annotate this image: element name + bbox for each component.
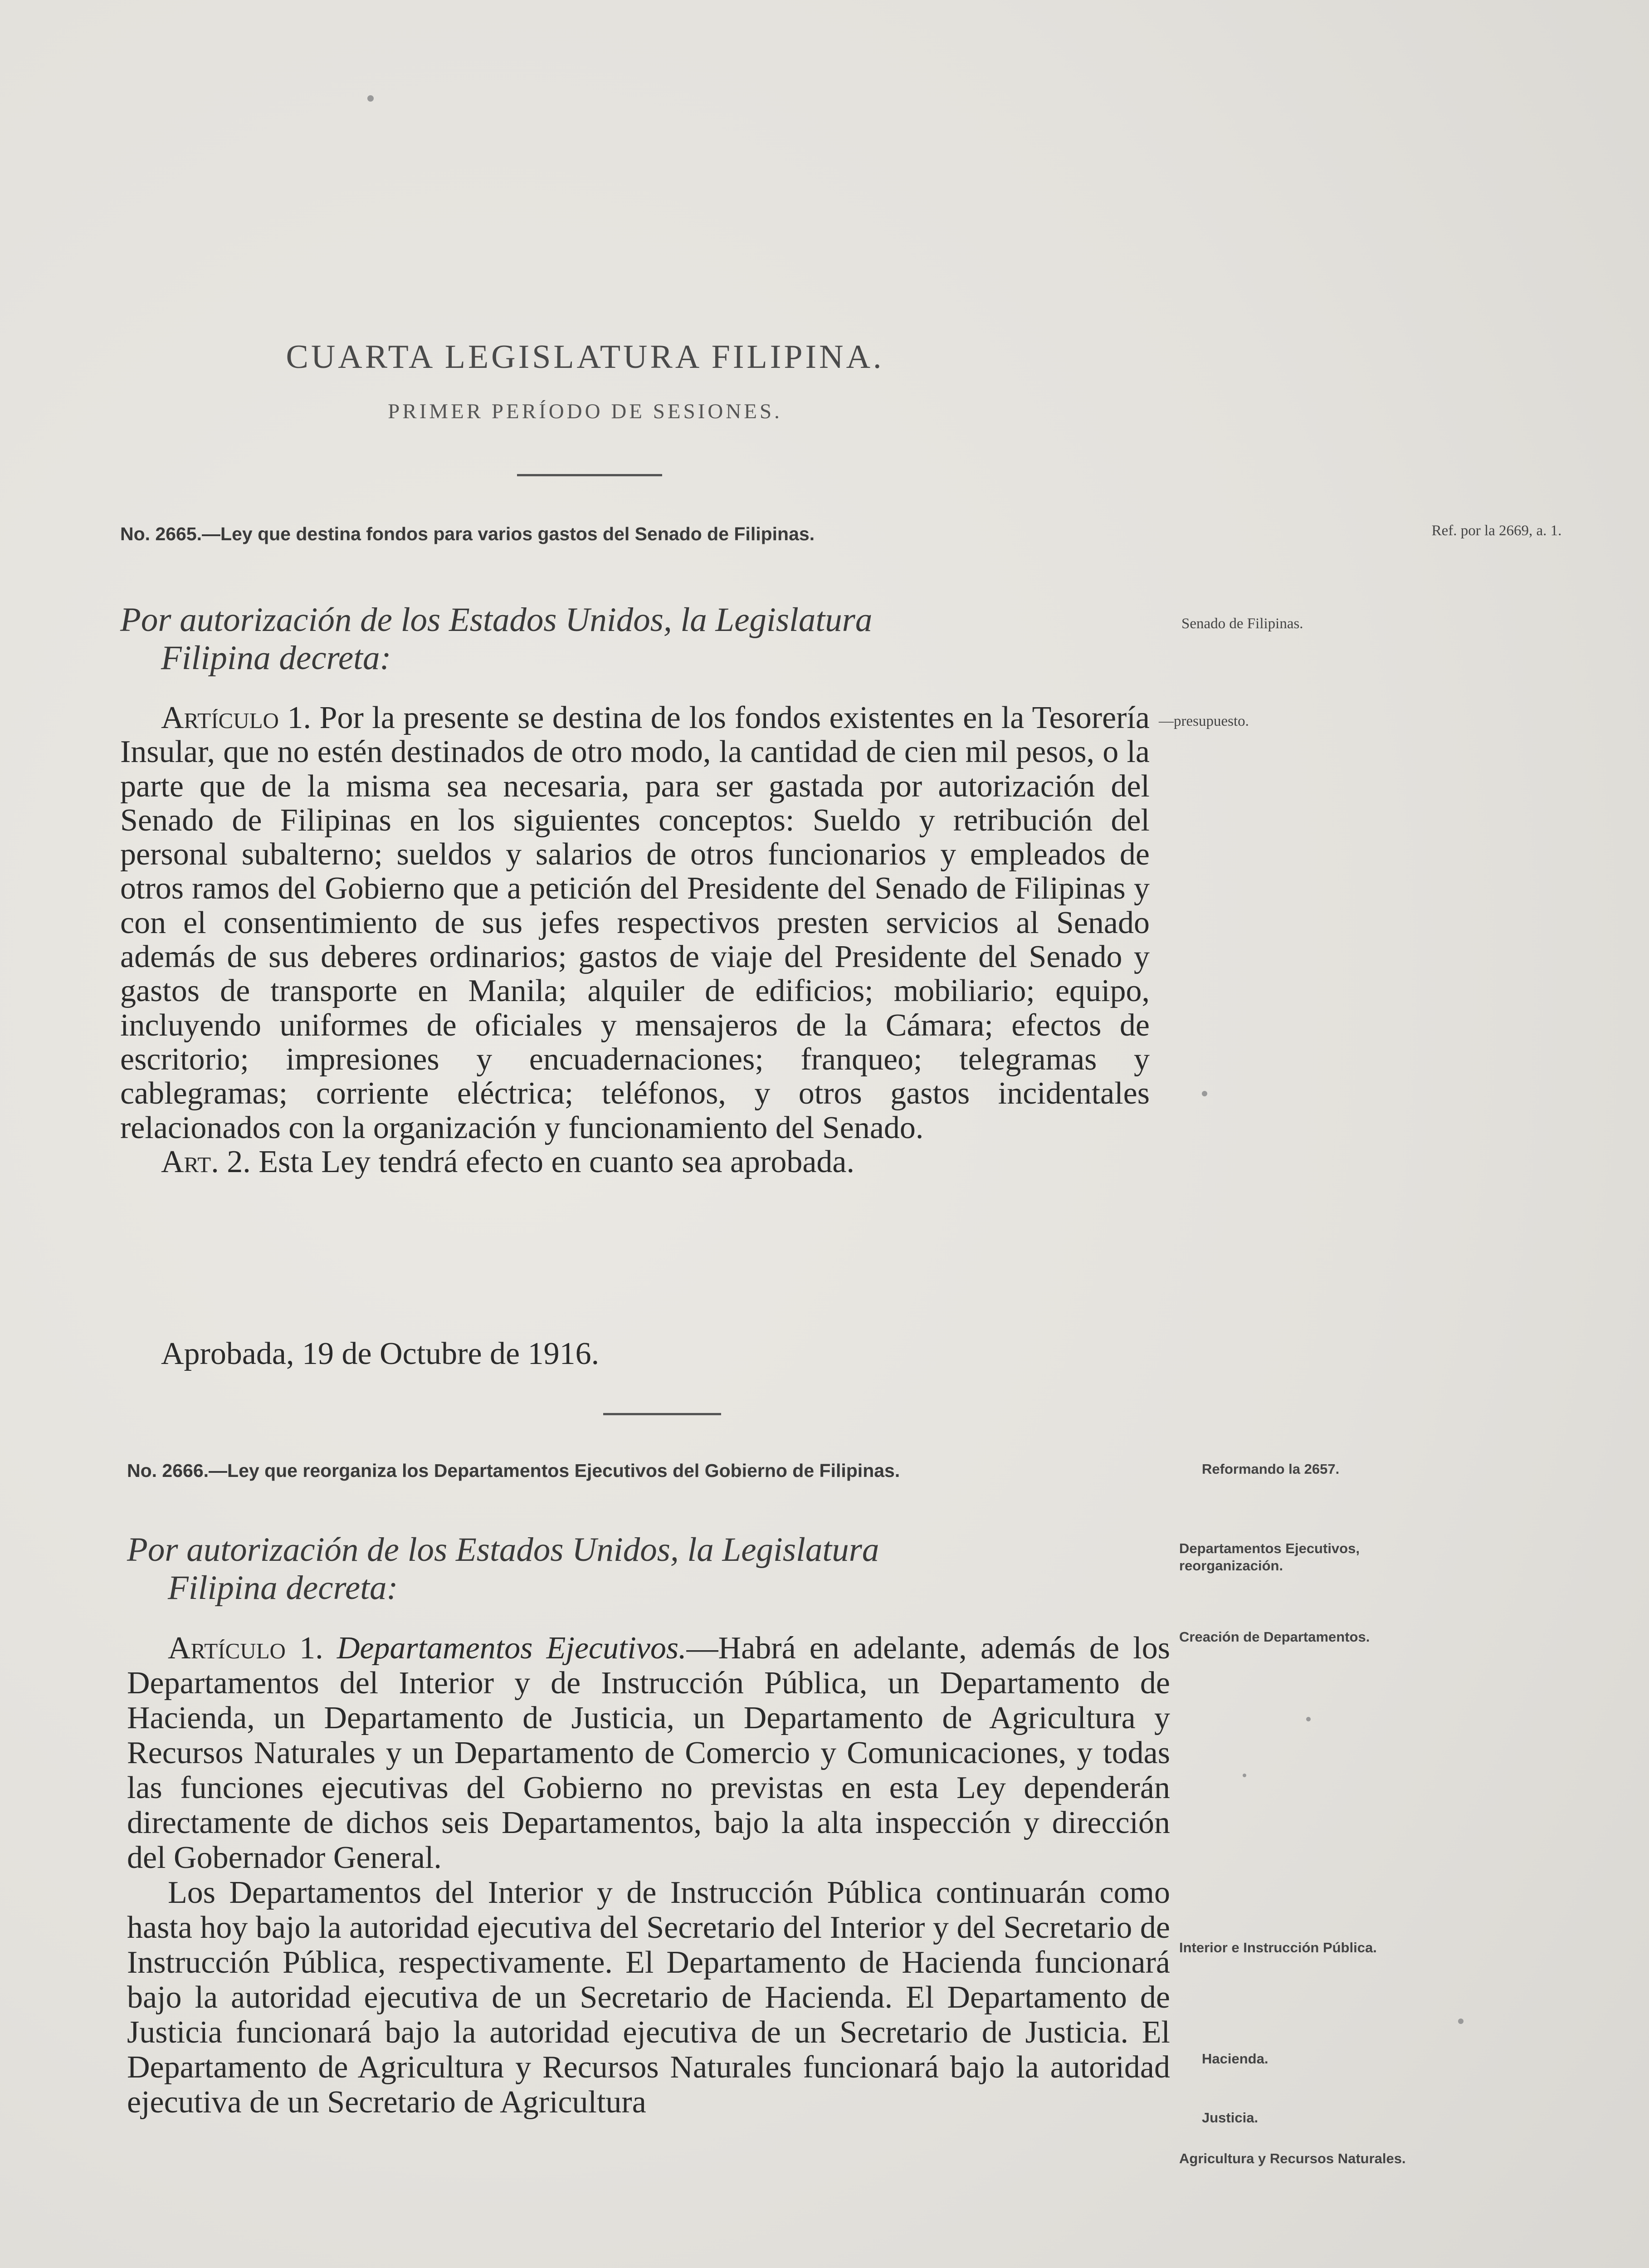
act-2666-heading [127, 1458, 1170, 1483]
act-2665-heading [120, 522, 1150, 546]
article-label: Artículo 1. [161, 700, 311, 735]
article-label: Art. 2. [161, 1144, 251, 1179]
article-1 [120, 701, 1150, 1145]
approval-date: Aprobada, 19 de Octubre de 1916. [161, 1336, 600, 1371]
margin-note-justicia: Justicia. [1202, 2110, 1259, 2126]
margin-note-presupuesto: —presupuesto. [1159, 713, 1249, 729]
article-text: —Habrá en adelante, además de los Departamentos del Interior y de Instrucción Pública, un Departamento de Hacienda, un Departamento de Justicia, un Departamento de Agricultura y Recursos Naturales y un Departamento de Comercio y Comunicaciones, y todas las funciones ejecutivas del Gobierno no previstas en esta Ley dependerán directamente de dichos seis Departamentos, bajo la alta inspección y dirección del Gobernador General. [127, 1631, 1170, 1875]
margin-note-agricultura: Agricultura y Recursos Naturales. [1179, 2151, 1406, 2166]
scan-speck [1202, 1091, 1207, 1096]
scan-speck [1243, 1774, 1246, 1777]
scan-speck [1458, 2019, 1464, 2024]
paragraph-2: Los Departamentos del Interior y de Instrucción Pública continuarán como hasta hoy bajo la autoridad ejecutiva del Secretario del Interior y del Secretario de Instrucción Pública, respectivamente. El Departamento de Hacienda funcionará bajo la autoridad ejecutiva de un Secretario de Hacienda. El Departamento de Justicia funcionará bajo la autoridad ejecutiva de un Secretario de Justicia. El Departamento de Agricultura y Recursos Naturales funcionará bajo la autoridad ejecutiva de un Secretario de Agricultura [127, 1875, 1170, 2120]
enacting-line-2: Filipina decreta: [161, 639, 391, 677]
enacting-clause [127, 1531, 1170, 1607]
margin-note-departamentos: Departamentos Ejecutivos, reorganización. [1179, 1540, 1360, 1574]
act-title: —Ley que reorganiza los Departamentos Ejecutivos del Gobierno de Filipinas. [209, 1460, 900, 1481]
act-number: No. 2665. [120, 523, 202, 544]
scan-speck [1306, 1717, 1311, 1721]
legislature-title: CUARTA LEGISLATURA FILIPINA. [286, 338, 884, 376]
session-subtitle: PRIMER PERÍODO DE SESIONES. [388, 400, 782, 423]
margin-note-ref: Ref. por la 2669, a. 1. [1431, 523, 1562, 539]
margin-note-senado: Senado de Filipinas. [1181, 616, 1303, 632]
section-divider [517, 474, 662, 476]
enacting-line-2: Filipina decreta: [168, 1569, 398, 1607]
act-2666-body [127, 1631, 1170, 2120]
article-2 [120, 1145, 1150, 1179]
margin-note-hacienda: Hacienda. [1202, 2051, 1268, 2067]
section-divider [603, 1413, 721, 1415]
enacting-line-1: Por autorización de los Estados Unidos, la Legislatura [127, 1531, 879, 1569]
act-title: —Ley que destina fondos para varios gastos del Senado de Filipinas. [202, 523, 815, 544]
article-label: Artículo 1. [168, 1631, 323, 1666]
act-2665-body [120, 701, 1150, 1179]
article-heading: Departamentos Ejecutivos. [337, 1631, 687, 1666]
margin-note-creacion: Creación de Departamentos. [1179, 1629, 1370, 1645]
article-text: Por la presente se destina de los fondos existentes en la Tesorería Insular, que no estén destinados de otro modo, la cantidad de cien mil pesos, o la parte que de la misma sea necesaria, para ser gastada por autorización del Senado de Filipinas en los siguientes conceptos: Sueldo y retribución del personal subalterno; sueldos y salarios de otros funcionarios y empleados de otros ramos del Gobierno que a petición del Presidente del Senado de Filipinas y con el consentimiento de sus jefes respectivos presten servicios al Senado además de sus deberes ordinarios; gastos de viaje del Presidente del Senado y gastos de transporte en Manila; alquiler de edificios; mobiliario; equipo, incluyendo uniformes de oficiales y mensajeros de la Cámara; efectos de escritorio; impresiones y encuadernaciones; franqueo; telegramas y cablegramas; corriente eléctrica; teléfonos, y otros gastos incidentales relacionados con la organización y funcionamiento del Senado. [120, 700, 1150, 1145]
act-number: No. 2666. [127, 1460, 209, 1481]
margin-note-reformando: Reformando la 2657. [1202, 1461, 1340, 1477]
enacting-line-1: Por autorización de los Estados Unidos, la Legislatura [120, 601, 873, 639]
article-1 [127, 1631, 1170, 1875]
margin-note-interior: Interior e Instrucción Pública. [1179, 1940, 1377, 1955]
enacting-clause [120, 601, 1150, 677]
scan-speck [367, 95, 374, 102]
article-text: Esta Ley tendrá efecto en cuanto sea aprobada. [259, 1144, 854, 1179]
